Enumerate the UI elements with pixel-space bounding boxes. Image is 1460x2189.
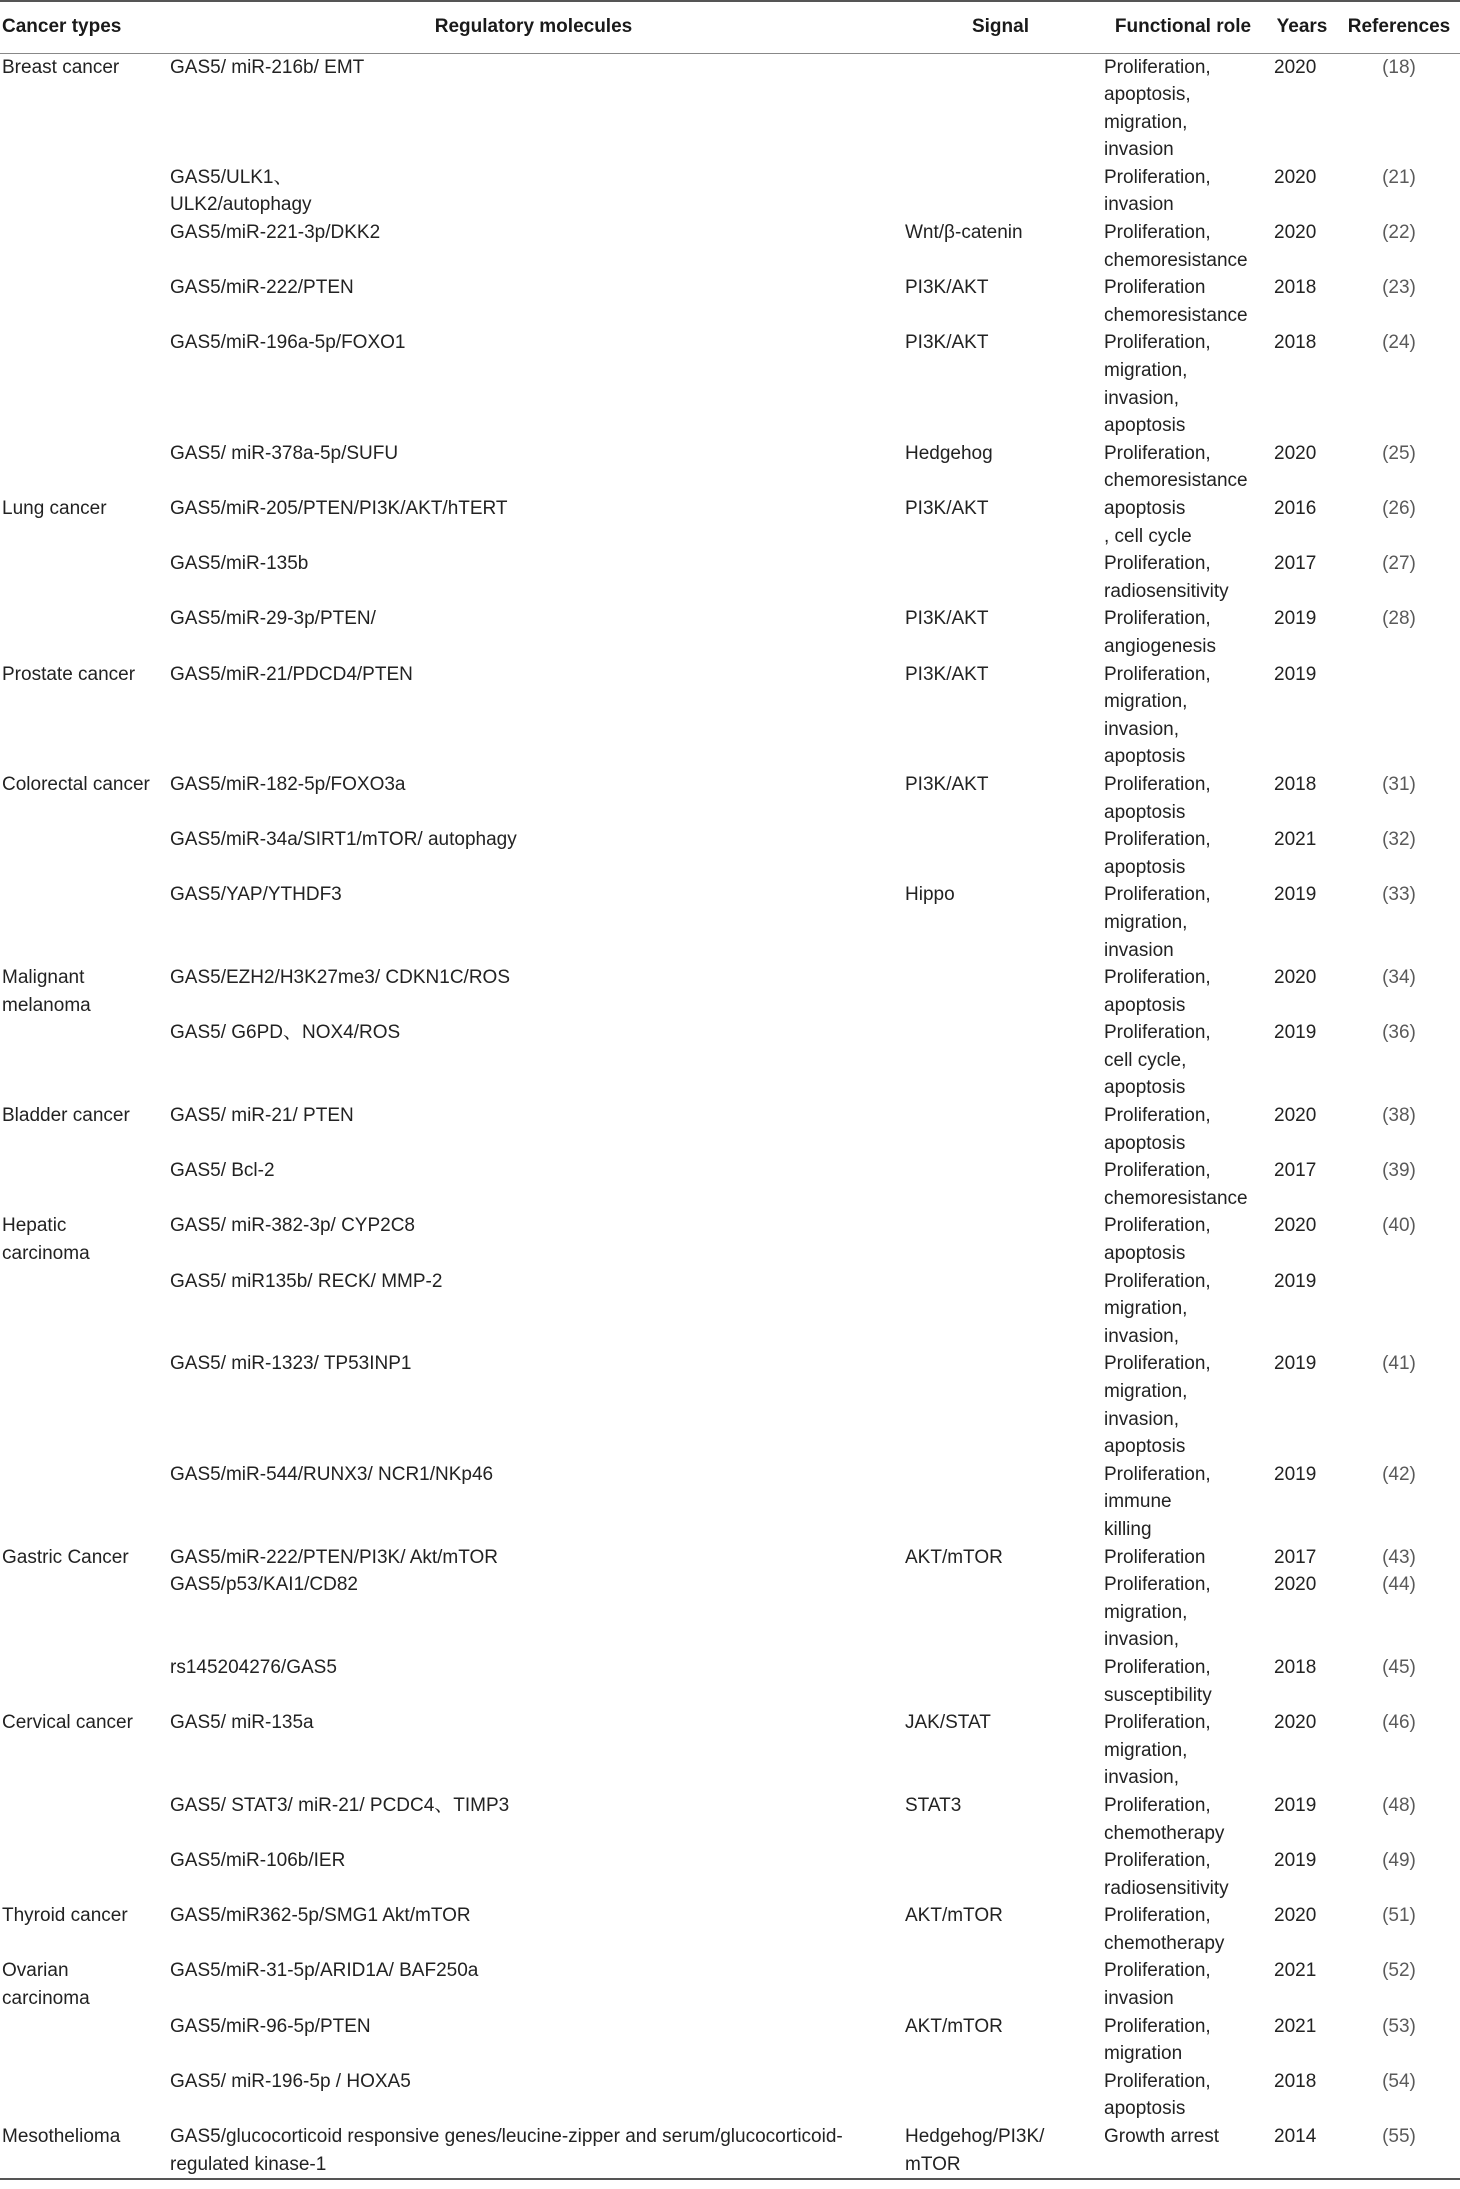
year-cell: 2018 bbox=[1274, 2070, 1317, 2092]
table-row bbox=[0, 53, 1460, 164]
year-cell: 2019 bbox=[1274, 884, 1317, 906]
table-row bbox=[0, 2123, 1460, 2179]
table-row bbox=[0, 219, 1460, 274]
cancer-type-cell bbox=[0, 550, 166, 605]
cancer-type-cell: Colorectal cancer bbox=[2, 773, 150, 795]
regulatory-molecules-cell: GAS5/miR-135b bbox=[170, 553, 309, 575]
signal-cell bbox=[901, 1157, 1100, 1212]
functional-role-cell: Proliferation, migration, invasion, bbox=[1104, 1574, 1211, 1651]
functional-role-cell: Proliferation, migration, invasion, apoptosis bbox=[1104, 1353, 1211, 1458]
regulatory-molecules-cell: GAS5/miR-106b/IER bbox=[170, 1850, 346, 1872]
regulatory-molecules-cell: GAS5/p53/KAI1/CD82 bbox=[170, 1574, 358, 1596]
signal-cell bbox=[901, 2068, 1100, 2123]
reference-cell: (46) bbox=[1382, 1712, 1416, 1734]
functional-role-cell: Proliferation, apoptosis bbox=[1104, 1215, 1211, 1265]
table-row bbox=[0, 964, 1460, 1019]
table-row bbox=[0, 2068, 1460, 2123]
year-cell: 2020 bbox=[1274, 166, 1317, 188]
functional-role-cell: Proliferation, chemoresistance bbox=[1104, 1160, 1248, 1209]
signal-cell: PI3K/AKT bbox=[905, 773, 989, 795]
functional-role-cell: Proliferation, radiosensitivity bbox=[1104, 553, 1229, 602]
year-cell: 2017 bbox=[1274, 1546, 1317, 1568]
table-row bbox=[0, 1709, 1460, 1792]
reference-cell: (39) bbox=[1382, 1160, 1416, 1182]
reference-cell: (36) bbox=[1382, 1022, 1416, 1044]
signal-cell: JAK/STAT bbox=[905, 1712, 991, 1734]
table-row bbox=[0, 1019, 1460, 1102]
year-cell: 2019 bbox=[1274, 1794, 1317, 1816]
signal-cell bbox=[901, 1212, 1100, 1267]
table-body bbox=[0, 53, 1460, 2179]
regulatory-molecules-cell: GAS5/miR-29-3p/PTEN/ bbox=[170, 608, 376, 630]
reference-cell: (32) bbox=[1382, 829, 1416, 851]
reference-cell bbox=[1338, 1268, 1460, 1351]
signal-cell: AKT/mTOR bbox=[905, 1546, 1003, 1568]
regulatory-molecules-cell: GAS5/ miR-135a bbox=[170, 1712, 314, 1734]
reference-cell: (42) bbox=[1382, 1463, 1416, 1485]
year-cell: 2017 bbox=[1274, 553, 1317, 575]
cancer-type-cell bbox=[0, 274, 166, 329]
table-row bbox=[0, 1571, 1460, 1654]
functional-role-cell: apoptosis , cell cycle bbox=[1104, 498, 1192, 547]
functional-role-cell: Proliferation, angiogenesis bbox=[1104, 608, 1216, 657]
table-row bbox=[0, 2013, 1460, 2068]
table-row bbox=[0, 771, 1460, 826]
reference-cell: (38) bbox=[1382, 1105, 1416, 1127]
functional-role-cell: Proliferation, migration, invasion, apoptosis bbox=[1104, 663, 1211, 768]
cancer-type-cell: Cervical cancer bbox=[2, 1712, 133, 1734]
reference-cell: (21) bbox=[1382, 166, 1416, 188]
cancer-type-cell bbox=[0, 1350, 166, 1460]
cancer-type-cell bbox=[0, 1019, 166, 1102]
reference-cell: (28) bbox=[1382, 608, 1416, 630]
table-row bbox=[0, 1654, 1460, 1709]
functional-role-cell: Proliferation, immune killing bbox=[1104, 1463, 1211, 1540]
regulatory-molecules-cell: GAS5/miR-222/PTEN/PI3K/ Akt/mTOR bbox=[170, 1546, 499, 1568]
cancer-type-cell bbox=[0, 2068, 166, 2123]
year-cell: 2021 bbox=[1274, 2015, 1317, 2037]
signal-cell: Hippo bbox=[905, 884, 955, 906]
year-cell: 2020 bbox=[1274, 222, 1317, 244]
table-row bbox=[0, 440, 1460, 495]
cancer-type-cell: Ovarian carcinoma bbox=[2, 1960, 90, 2010]
year-cell: 2021 bbox=[1274, 829, 1317, 851]
year-cell: 2020 bbox=[1274, 1215, 1317, 1237]
functional-role-cell: Proliferation, cell cycle, apoptosis bbox=[1104, 1022, 1211, 1099]
signal-cell bbox=[901, 826, 1100, 881]
year-cell: 2019 bbox=[1274, 1353, 1317, 1375]
reference-cell: (23) bbox=[1382, 277, 1416, 299]
year-cell: 2019 bbox=[1274, 1270, 1317, 1292]
table-row bbox=[0, 1212, 1460, 1267]
table-row bbox=[0, 1544, 1460, 1572]
reference-cell: (55) bbox=[1382, 2126, 1416, 2148]
signal-cell: PI3K/AKT bbox=[905, 663, 989, 685]
regulatory-molecules-cell: GAS5/ G6PD、NOX4/ROS bbox=[170, 1022, 401, 1044]
regulatory-molecules-cell: GAS5/miR-544/RUNX3/ NCR1/NKp46 bbox=[170, 1463, 494, 1485]
signal-cell bbox=[901, 1654, 1100, 1709]
table-row bbox=[0, 881, 1460, 964]
table-row bbox=[0, 1350, 1460, 1460]
table-row bbox=[0, 1902, 1460, 1957]
cancer-type-cell bbox=[0, 1792, 166, 1847]
cancer-type-cell: Bladder cancer bbox=[2, 1105, 130, 1127]
regulatory-molecules-cell: GAS5/YAP/YTHDF3 bbox=[170, 884, 342, 906]
regulatory-molecules-cell: GAS5/glucocorticoid responsive genes/leucine-zipper and serum/glucocorticoid- regulated kinase-1 bbox=[170, 2126, 843, 2175]
regulatory-molecules-cell: GAS5/ miR135b/ RECK/ MMP-2 bbox=[170, 1270, 443, 1292]
reference-cell: (52) bbox=[1382, 1960, 1416, 1982]
regulatory-molecules-cell: rs145204276/GAS5 bbox=[170, 1656, 337, 1678]
year-cell: 2019 bbox=[1274, 663, 1317, 685]
regulatory-molecules-cell: GAS5/ miR-196-5p / HOXA5 bbox=[170, 2070, 411, 2092]
reference-cell: (22) bbox=[1382, 222, 1416, 244]
table-row bbox=[0, 1792, 1460, 1847]
table-row bbox=[0, 1157, 1460, 1212]
signal-cell: Wnt/β-catenin bbox=[905, 222, 1023, 244]
reference-cell bbox=[1338, 661, 1460, 771]
signal-cell: PI3K/AKT bbox=[905, 332, 989, 354]
cancer-type-cell bbox=[0, 1654, 166, 1709]
reference-cell: (49) bbox=[1382, 1850, 1416, 1872]
cancer-type-cell bbox=[0, 219, 166, 274]
header-regulatory-molecules: Regulatory molecules bbox=[434, 16, 633, 38]
regulatory-molecules-cell: GAS5/miR-205/PTEN/PI3K/AKT/hTERT bbox=[170, 498, 508, 519]
reference-cell: (53) bbox=[1382, 2015, 1416, 2037]
signal-cell bbox=[901, 164, 1100, 219]
header-cancer-types: Cancer types bbox=[2, 16, 122, 38]
functional-role-cell: Proliferation, apoptosis bbox=[1104, 2070, 1211, 2120]
table-row bbox=[0, 1102, 1460, 1157]
table-row bbox=[0, 329, 1460, 439]
table-row bbox=[0, 1957, 1460, 2012]
functional-role-cell: Proliferation, chemoresistance bbox=[1104, 222, 1248, 271]
signal-cell bbox=[901, 1957, 1100, 2012]
cancer-type-cell: Prostate cancer bbox=[2, 663, 136, 685]
cancer-type-cell: Lung cancer bbox=[2, 498, 107, 519]
regulatory-molecules-cell: GAS5/ miR-216b/ EMT bbox=[170, 56, 365, 78]
year-cell: 2018 bbox=[1274, 1656, 1317, 1678]
functional-role-cell: Proliferation, apoptosis bbox=[1104, 829, 1211, 878]
functional-role-cell: Proliferation, apoptosis bbox=[1104, 967, 1211, 1016]
cancer-type-cell: Thyroid cancer bbox=[2, 1905, 128, 1927]
signal-cell bbox=[901, 1461, 1100, 1544]
functional-role-cell: Proliferation, migration, invasion, bbox=[1104, 1270, 1211, 1347]
regulatory-molecules-cell: GAS5/ miR-21/ PTEN bbox=[170, 1105, 354, 1127]
header-references: References bbox=[1347, 16, 1451, 38]
year-cell: 2021 bbox=[1274, 1960, 1317, 1982]
functional-role-cell: Proliferation, chemoresistance bbox=[1104, 442, 1248, 492]
signal-cell bbox=[901, 550, 1100, 605]
signal-cell: PI3K/AKT bbox=[905, 608, 989, 630]
signal-cell bbox=[901, 1019, 1100, 1102]
year-cell: 2019 bbox=[1274, 608, 1317, 630]
functional-role-cell: Proliferation, migration, invasion, apoptosis bbox=[1104, 332, 1211, 437]
reference-cell: (41) bbox=[1382, 1353, 1416, 1375]
reference-cell: (24) bbox=[1382, 332, 1416, 354]
reference-cell: (54) bbox=[1382, 2070, 1416, 2092]
year-cell: 2018 bbox=[1274, 773, 1317, 795]
reference-cell: (18) bbox=[1382, 56, 1416, 78]
signal-cell: PI3K/AKT bbox=[905, 277, 989, 299]
table-row bbox=[0, 274, 1460, 329]
reference-cell: (25) bbox=[1382, 442, 1416, 464]
year-cell: 2017 bbox=[1274, 1160, 1317, 1182]
cancer-type-cell bbox=[0, 1268, 166, 1351]
year-cell: 2020 bbox=[1274, 1905, 1317, 1927]
cancer-type-cell bbox=[0, 1461, 166, 1544]
functional-role-cell: Proliferation, apoptosis bbox=[1104, 1105, 1211, 1154]
table-row bbox=[0, 605, 1460, 660]
signal-cell: AKT/mTOR bbox=[905, 2015, 1003, 2037]
regulatory-molecules-cell: GAS5/miR-182-5p/FOXO3a bbox=[170, 773, 406, 795]
functional-role-cell: Proliferation, apoptosis bbox=[1104, 773, 1211, 823]
year-cell: 2020 bbox=[1274, 967, 1317, 989]
reference-cell: (26) bbox=[1382, 498, 1416, 519]
reference-cell: (34) bbox=[1382, 967, 1416, 989]
table-row bbox=[0, 1268, 1460, 1351]
year-cell: 2020 bbox=[1274, 442, 1317, 464]
functional-role-cell: Proliferation, migration bbox=[1104, 2015, 1211, 2065]
table-header bbox=[0, 1, 1460, 53]
reference-cell: (45) bbox=[1382, 1656, 1416, 1678]
regulatory-molecules-cell: GAS5/miR-221-3p/DKK2 bbox=[170, 222, 381, 244]
regulatory-molecules-cell: GAS5/miR-222/PTEN bbox=[170, 277, 354, 299]
header-functional-role: Functional role bbox=[1114, 16, 1252, 38]
regulatory-molecules-cell: GAS5/ STAT3/ miR-21/ PCDC4、TIMP3 bbox=[170, 1794, 510, 1816]
reference-cell: (33) bbox=[1382, 884, 1416, 906]
cancer-type-cell: Mesothelioma bbox=[2, 2126, 121, 2148]
reference-cell: (44) bbox=[1382, 1574, 1416, 1596]
reference-cell: (43) bbox=[1382, 1546, 1416, 1568]
functional-role-cell: Proliferation, migration, invasion, bbox=[1104, 1712, 1211, 1789]
functional-role-cell: Proliferation bbox=[1104, 1546, 1206, 1568]
year-cell: 2019 bbox=[1274, 1850, 1317, 1872]
regulatory-molecules-cell: GAS5/ miR-1323/ TP53INP1 bbox=[170, 1353, 412, 1375]
functional-role-cell: Proliferation, chemotherapy bbox=[1104, 1794, 1225, 1844]
cancer-type-cell: Gastric Cancer bbox=[2, 1546, 129, 1568]
cancer-type-cell: Malignant melanoma bbox=[2, 967, 91, 1016]
functional-role-cell: Proliferation, invasion bbox=[1104, 1960, 1211, 2010]
table-row bbox=[0, 1847, 1460, 1902]
signal-cell bbox=[901, 1268, 1100, 1351]
functional-role-cell: Proliferation, radiosensitivity bbox=[1104, 1850, 1229, 1899]
regulatory-molecules-cell: GAS5/miR-196a-5p/FOXO1 bbox=[170, 332, 406, 354]
year-cell: 2020 bbox=[1274, 1574, 1317, 1596]
year-cell: 2020 bbox=[1274, 56, 1317, 78]
year-cell: 2019 bbox=[1274, 1463, 1317, 1485]
functional-role-cell: Proliferation, migration, invasion bbox=[1104, 884, 1211, 961]
signal-cell: Hedgehog/PI3K/ mTOR bbox=[905, 2126, 1045, 2175]
cancer-type-cell bbox=[0, 329, 166, 439]
functional-role-cell: Proliferation chemoresistance bbox=[1104, 277, 1248, 326]
year-cell: 2018 bbox=[1274, 277, 1317, 299]
signal-cell: AKT/mTOR bbox=[905, 1905, 1003, 1927]
year-cell: 2020 bbox=[1274, 1712, 1317, 1734]
header-signal: Signal bbox=[971, 16, 1029, 38]
regulatory-molecules-cell: GAS5/miR-34a/SIRT1/mTOR/ autophagy bbox=[170, 829, 517, 851]
regulatory-molecules-cell: GAS5/ miR-378a-5p/SUFU bbox=[170, 442, 399, 464]
signal-cell bbox=[901, 1571, 1100, 1654]
year-cell: 2020 bbox=[1274, 1105, 1317, 1127]
functional-role-cell: Proliferation, susceptibility bbox=[1104, 1656, 1212, 1706]
year-cell: 2018 bbox=[1274, 332, 1317, 354]
header-row bbox=[0, 1, 1460, 53]
signal-cell bbox=[901, 1350, 1100, 1460]
cancer-type-cell: Breast cancer bbox=[2, 56, 120, 78]
regulatory-molecules-cell: GAS5/miR362-5p/SMG1 Akt/mTOR bbox=[170, 1905, 471, 1927]
functional-role-cell: Proliferation, apoptosis, migration, invasion bbox=[1104, 56, 1211, 161]
reference-cell: (40) bbox=[1382, 1215, 1416, 1237]
regulatory-molecules-cell: GAS5/ Bcl-2 bbox=[170, 1160, 275, 1182]
regulatory-molecules-cell: GAS5/EZH2/H3K27me3/ CDKN1C/ROS bbox=[170, 967, 511, 989]
year-cell: 2016 bbox=[1274, 498, 1317, 519]
signal-cell bbox=[901, 53, 1100, 164]
signal-cell bbox=[901, 1102, 1100, 1157]
cancer-type-cell bbox=[0, 605, 166, 660]
table-row bbox=[0, 495, 1460, 550]
regulatory-molecules-cell: GAS5/miR-96-5p/PTEN bbox=[170, 2015, 371, 2037]
regulatory-molecules-cell: GAS5/ miR-382-3p/ CYP2C8 bbox=[170, 1215, 415, 1237]
reference-cell: (51) bbox=[1382, 1905, 1416, 1927]
cancer-type-cell bbox=[0, 1157, 166, 1212]
cancer-type-cell bbox=[0, 440, 166, 495]
functional-role-cell: Proliferation, invasion bbox=[1104, 166, 1211, 216]
signal-cell: Hedgehog bbox=[905, 442, 993, 464]
year-cell: 2014 bbox=[1274, 2126, 1317, 2148]
signal-cell: PI3K/AKT bbox=[905, 498, 989, 519]
reference-cell: (27) bbox=[1382, 553, 1416, 575]
table-row bbox=[0, 550, 1460, 605]
regulatory-molecules-cell: GAS5/ULK1、 ULK2/autophagy bbox=[170, 166, 312, 216]
header-years: Years bbox=[1276, 16, 1328, 38]
table-row bbox=[0, 826, 1460, 881]
cancer-type-cell bbox=[0, 826, 166, 881]
year-cell: 2019 bbox=[1274, 1022, 1317, 1044]
cancer-type-cell bbox=[0, 1571, 166, 1654]
signal-cell bbox=[901, 964, 1100, 1019]
reference-cell: (31) bbox=[1382, 773, 1416, 795]
functional-role-cell: Growth arrest bbox=[1104, 2126, 1220, 2148]
table-row bbox=[0, 661, 1460, 771]
cancer-type-cell bbox=[0, 1847, 166, 1902]
cancer-type-cell bbox=[0, 164, 166, 219]
signal-cell: STAT3 bbox=[905, 1794, 962, 1816]
regulatory-molecules-cell: GAS5/miR-31-5p/ARID1A/ BAF250a bbox=[170, 1960, 479, 1982]
signal-cell bbox=[901, 1847, 1100, 1902]
cancer-type-cell bbox=[0, 2013, 166, 2068]
cancer-type-cell bbox=[0, 881, 166, 964]
functional-role-cell: Proliferation, chemotherapy bbox=[1104, 1905, 1225, 1954]
reference-cell: (48) bbox=[1382, 1794, 1416, 1816]
cancer-type-cell: Hepatic carcinoma bbox=[2, 1215, 90, 1265]
table-row bbox=[0, 164, 1460, 219]
table-row bbox=[0, 1461, 1460, 1544]
regulatory-molecules-cell: GAS5/miR-21/PDCD4/PTEN bbox=[170, 663, 413, 685]
